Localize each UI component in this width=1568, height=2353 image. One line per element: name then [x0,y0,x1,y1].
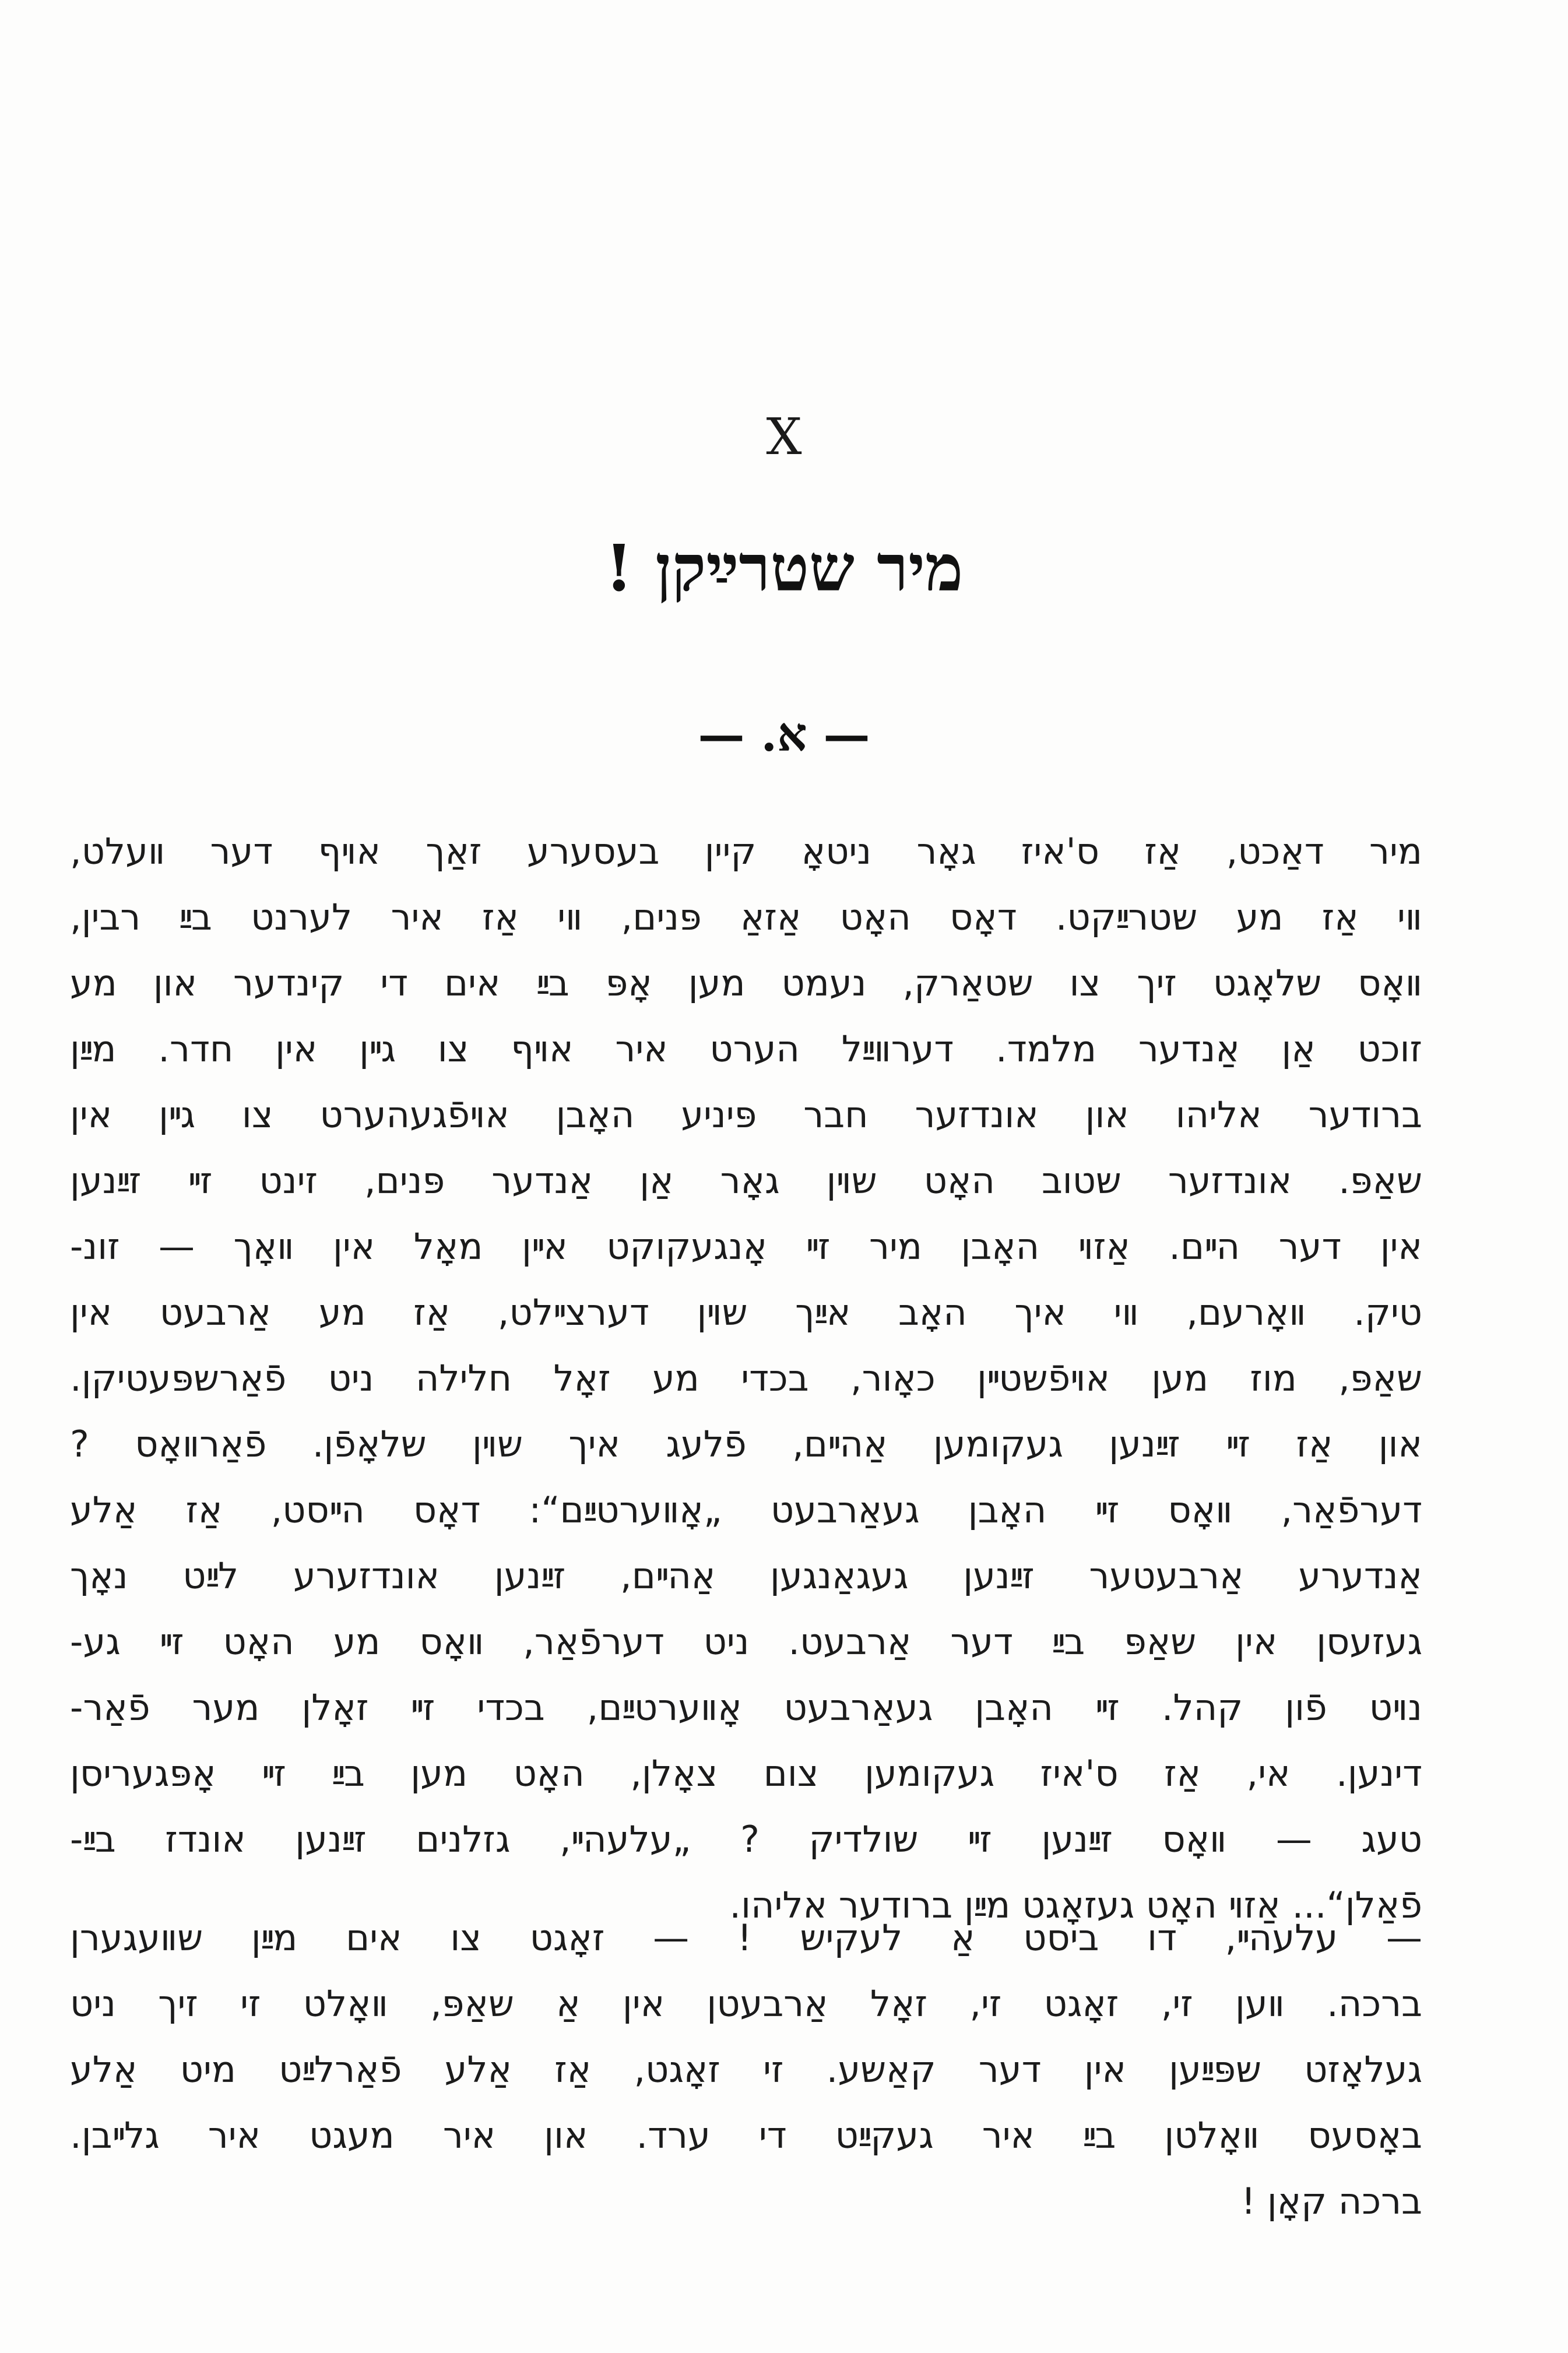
chapter-number: X [766,408,802,466]
text-line: געלאָזט שפּײַען אין דער קאַשע. זי זאָגט, אַז אַלע פֿאַרלײַט מיט אַלע [70,2048,1422,2091]
text-line: ברכה קאָן ! [1241,2180,1422,2222]
text-line: — עלעהײ, דו ביסט אַ לעקיש ! — זאָגט צו אים מײַן שװעגערן [70,1916,1422,1959]
text-line: באָסעס װאָלטן בײַ איר געקײַט די ערד. און איר מעגט איר גלײבן. [70,2114,1422,2157]
text-line: ברכה. װען זי, זאָגט זי, זאָל אַרבעטן אין אַ שאַפּ, װאָלט זי זיך ניט [70,1982,1422,2025]
text-line: מיר דאַכט, אַז ס'איז גאָר ניטאָ קיין בעסערע זאַך אױף דער װעלט, [70,830,1422,873]
text-line: פֿאַלן“... אַזױ האָט געזאָגט מײַן ברודער אליהו. [729,1884,1422,1926]
text-line: װי אַז מע שטרײַקט. דאָס האָט אַזאַ פּנים, װי אַז איר לערנט בײַ רבין, [70,896,1422,938]
text-line: און אַז זײ זײַנען געקומען אַהײם, פֿלעג איך שױן שלאָפֿן. פֿאַרװאָס ? [70,1423,1422,1465]
text-line: שאַפּ, מוז מען אױפֿשטײן כאָור, בכדי מע זאָל חלילה ניט פֿאַרשפּעטיקן. [70,1357,1422,1399]
paragraph-2 [70,1905,1422,2234]
text-line: אַנדערע אַרבעטער זײַנען געגאַנגען אַהײם, זײַנען אונדזערע לײַט נאָך [70,1554,1422,1597]
chapter-title: מיר שטרײַקן ! [604,530,964,606]
text-line: דינען. אי, אַז ס'איז געקומען צום צאָלן, האָט מען בײַ זײ אָפּגעריסן [70,1752,1422,1795]
text-line: שאַפּ. אונדזער שטוב האָט שױן גאָר אַן אַנדער פּנים, זינט זײ זײַנען [70,1159,1422,1202]
text-line: טיק. װאָרעם, װי איך האָב אײַך שױן דערצײלט, אַז מע אַרבעט אין [70,1291,1422,1334]
text-line: װאָס שלאָגט זיך צו שטאַרק, נעמט מען אָפּ בײַ אים די קינדער און מע [70,962,1422,1004]
text-line: טעג — װאָס זײַנען זײ שולדיק ? „עלעהײ, גזלנים זײַנען אונדז בײַ- [70,1818,1422,1860]
paragraph-1 [70,818,1422,1938]
text-line: אין דער הײם. אַזױ האָבן מיר זײ אָנגעקוקט אײן מאָל אין װאָך — זונ- [70,1225,1422,1268]
text-line: נױט פֿון קהל. זײ האָבן געאַרבעט אָװערטײַם, בכדי זײ זאָלן מער פֿאַר- [70,1686,1422,1729]
text-line: געזעסן אין שאַפּ בײַ דער אַרבעט. ניט דערפֿאַר, װאָס מע האָט זײ גע- [70,1620,1422,1663]
text-line: זוכט אַן אַנדער מלמד. דערװײַל הערט איר אױף צו גײן אין חדר. מײַן [70,1028,1422,1070]
section-heading: — א. — [698,707,870,762]
text-line: דערפֿאַר, װאָס זײ האָבן געאַרבעט „אָװערטײַם“: דאָס הײסט, אַז אַלע [70,1489,1422,1531]
text-line: ברודער אליהו און אונדזער חבר פּיניע האָבן אױפֿגעהערט צו גײן אין [70,1093,1422,1136]
